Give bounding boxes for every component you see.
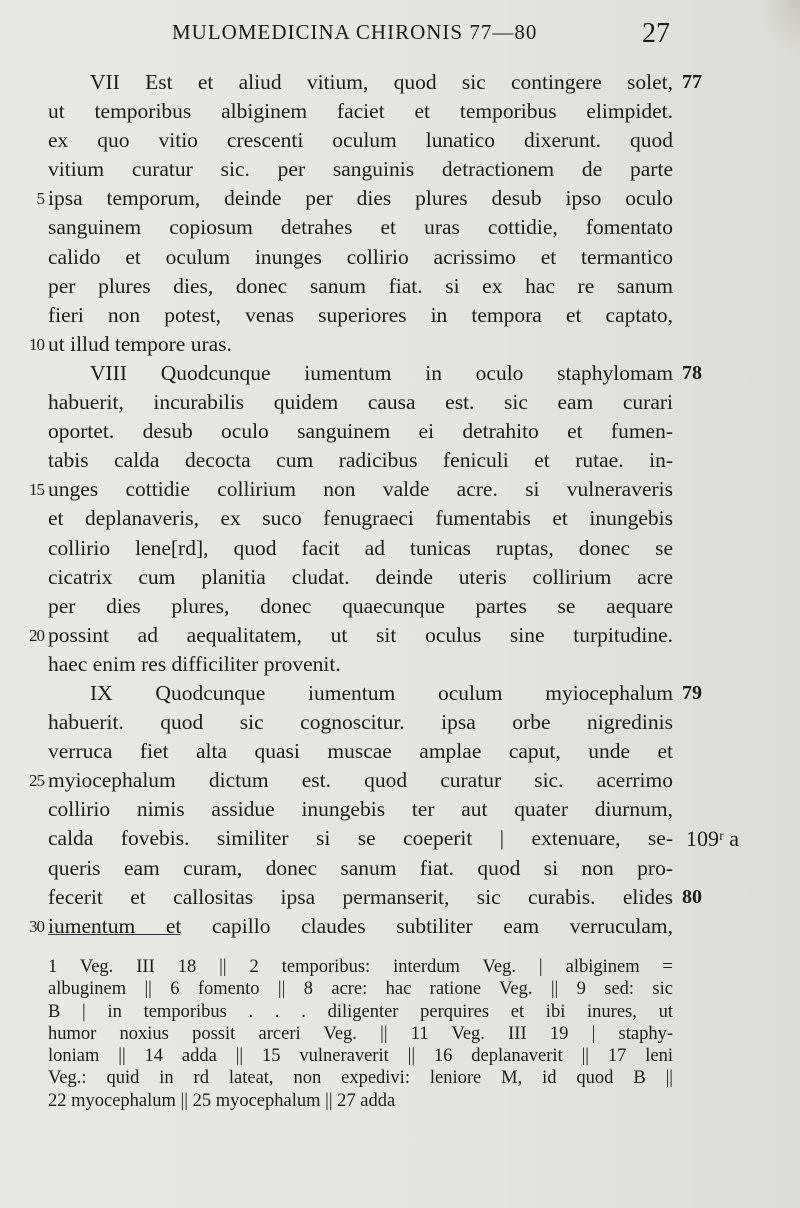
line-text: fieri non potest, venas superiores in tempora et captato, [48, 302, 673, 327]
text-line [0, 650, 800, 679]
line-text: ut temporibus albiginem faciet et temporibus elimpidet. [48, 99, 673, 124]
line-number: 5 [36, 189, 44, 209]
text-line [0, 475, 800, 504]
line-text: verruca fiet alta quasi muscae amplae caput, unde et [48, 739, 673, 764]
text-line [0, 795, 800, 824]
line-text: ipsa temporum, deinde per dies plures desub ipso oculo [48, 186, 673, 211]
footnote-line: Veg.: quid in rd lateat, non expedivi: leniore M, id quod B || [48, 1068, 673, 1089]
chapter-number: 78 [682, 361, 702, 384]
chapter-number: 80 [682, 885, 702, 908]
line-text: iumentum et capillo claudes subtiliter eam verruculam, [48, 913, 673, 938]
line-text: habuerit, incurabilis quidem causa est. sic eam curari [48, 390, 673, 415]
line-text: collirio lene[rd], quod facit ad tunicas ruptas, donec se [48, 535, 673, 560]
line-text: oportet. desub oculo sanguinem ei detrahito et fumen- [48, 419, 673, 444]
text-line [0, 446, 800, 475]
text-line [0, 563, 800, 592]
line-text: calido et oculum inunges collirio acrissimo et termantico [48, 244, 673, 269]
footnote-line: loniam || 14 adda || 15 vulneraverit || 16 deplanaverit || 17 leni [48, 1046, 673, 1067]
text-line [0, 854, 800, 883]
text-line [0, 155, 800, 184]
text-line [0, 592, 800, 621]
page-number: 27 [642, 18, 670, 49]
line-text: sanguinem copiosum detrahes et uras cottidie, fomentato [48, 215, 673, 240]
line-text: fecerit et callositas ipsa permanserit, sic curabis. elides [48, 884, 673, 909]
text-line [0, 766, 800, 795]
line-text: ut illud tempore uras. [48, 331, 232, 356]
line-text: habuerit. quod sic cognoscitur. ipsa orbe nigredinis [48, 710, 673, 735]
line-text: calda fovebis. similiter si se coeperit | extenuare, se- [48, 826, 673, 851]
line-number: 25 [29, 771, 44, 791]
line-text: per dies plures, donec quaecunque partes se aequare [48, 593, 673, 618]
footnote-line: 1 Veg. III 18 || 2 temporibus: interdum Veg. | albiginem = [48, 957, 673, 977]
text-line [0, 388, 800, 417]
line-text: VII Est et aliud vitium, quod sic contingere solet, [90, 70, 673, 94]
running-head: MULOMEDICINA CHIRONIS 77—80 [172, 20, 538, 44]
footnote-rule [48, 934, 180, 935]
footnote-line: humor noxius possit arceri Veg. || 11 Veg. III 19 | staphy- [48, 1023, 673, 1044]
text-line [0, 184, 800, 213]
line-text: queris eam curam, donec sanum fiat. quod si non pro- [48, 855, 673, 880]
line-text: VIII Quodcunque iumentum in oculo staphylomam [90, 360, 673, 385]
text-line [0, 359, 800, 388]
line-text: possint ad aequalitatem, ut sit oculus sine turpitudine. [48, 622, 673, 647]
footnote-line: albuginem || 6 fomento || 8 acre: hac ratione Veg. || 9 sed: sic [48, 979, 673, 1000]
text-line [0, 737, 800, 766]
footnote-line: B | in temporibus . . . diligenter perquires et ibi inures, ut [48, 1001, 673, 1022]
footnote-line: 22 myocephalum || 25 myocephalum || 27 adda [48, 1090, 396, 1111]
line-number: 15 [29, 480, 44, 500]
line-text: collirio nimis assidue inungebis ter aut quater diurnum, [48, 797, 673, 822]
line-text: IX Quodcunque iumentum oculum myiocephalum [90, 680, 673, 705]
page-header [150, 20, 690, 54]
line-text: ex quo vitio crescenti oculum lunatico dixerunt. quod [48, 128, 673, 153]
line-number: 10 [29, 334, 44, 354]
text-line [0, 883, 800, 912]
line-text: myiocephalum dictum est. quod curatur sic. acerrimo [48, 768, 673, 793]
line-number: 30 [29, 916, 44, 936]
line-text: cicatrix cum planitia cludat. deinde uteris collirium acre [48, 564, 673, 589]
text-line [0, 504, 800, 533]
page-corner-shadow [760, 0, 800, 60]
text-line [0, 68, 800, 97]
text-line [0, 417, 800, 446]
text-line [0, 243, 800, 272]
main-text [0, 68, 800, 941]
text-line [0, 824, 800, 853]
text-line [0, 912, 800, 941]
chapter-number: 79 [682, 681, 702, 704]
text-line [0, 301, 800, 330]
line-text: unges cottidie collirium non valde acre. si vulneraveris [48, 477, 673, 502]
text-line [0, 213, 800, 242]
text-line [0, 621, 800, 650]
line-text: et deplanaveris, ex suco fenugraeci fumentabis et inungebis [48, 506, 673, 531]
chapter-number: 77 [682, 71, 702, 93]
line-text: tabis calda decocta cum radicibus feniculi et rutae. in- [48, 448, 673, 473]
line-text: per plures dies, donec sanum fiat. si ex hac re sanum [48, 273, 673, 298]
text-line [0, 126, 800, 155]
footnotes [48, 956, 673, 1112]
text-line [0, 272, 800, 301]
text-line [0, 330, 800, 359]
line-number: 20 [29, 625, 44, 645]
text-line [0, 679, 800, 708]
line-text: vitium curatur sic. per sanguinis detractionem de parte [48, 157, 673, 182]
text-line [0, 708, 800, 737]
line-text: haec enim res difficiliter provenit. [48, 651, 341, 676]
folio-reference: 109ʳ a [686, 826, 740, 852]
text-line [0, 534, 800, 563]
text-line [0, 97, 800, 126]
